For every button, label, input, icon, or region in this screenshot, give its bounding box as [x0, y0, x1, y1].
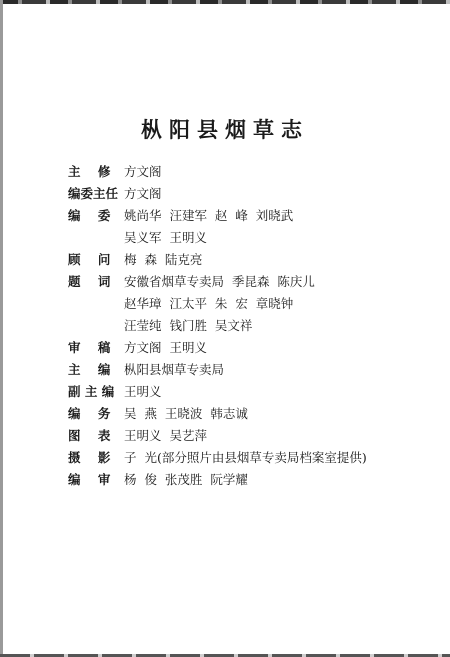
credit-name-line: 汪莹纯 钱门胜 吴文祥	[124, 318, 253, 333]
credit-names	[124, 427, 428, 445]
credit-role: 副 主 编	[68, 384, 115, 399]
credit-role: 编 务	[68, 406, 111, 421]
credit-role: 编委主任	[68, 186, 119, 201]
credit-role: 图 表	[68, 428, 111, 443]
credit-name-line: 姚尚华 汪建军 赵 峰 刘晓武	[124, 208, 294, 223]
credit-name-line: 枞阳县烟草专卖局	[124, 362, 225, 377]
credit-names	[124, 383, 428, 401]
credit-row	[68, 383, 428, 401]
credit-role: 主 编	[68, 362, 111, 377]
credit-row	[68, 251, 428, 269]
credit-names	[124, 251, 428, 269]
credit-row	[68, 449, 428, 467]
credit-name-line: 杨 俊 张茂胜 阮学耀	[124, 472, 248, 487]
scan-top-edge	[0, 0, 450, 4]
credit-name-line: 方文阁	[124, 164, 162, 179]
credit-role: 编 审	[68, 472, 111, 487]
credit-name-line: 吴义军 王明义	[124, 230, 207, 245]
credit-names	[124, 185, 428, 203]
credit-names	[124, 449, 428, 467]
credit-name-line: 方文阁	[124, 186, 162, 201]
credit-row	[68, 405, 428, 423]
credit-role: 顾 问	[68, 252, 111, 267]
credit-name-line: 方文阁 王明义	[124, 340, 207, 355]
credit-row	[68, 339, 428, 357]
credit-role: 题 词	[68, 274, 111, 289]
credit-names	[124, 405, 428, 423]
scan-left-edge	[0, 0, 3, 657]
credit-row	[68, 471, 428, 489]
credit-names	[124, 339, 428, 357]
credit-name-line: 梅 森 陆克亮	[124, 252, 203, 267]
page-title: 枞阳县烟草志	[141, 118, 309, 143]
credit-name-line: 子 光(部分照片由县烟草专卖局档案室提供)	[124, 450, 367, 465]
credit-names	[124, 361, 428, 379]
credit-name-line: 王明义 吴艺萍	[124, 428, 207, 443]
credit-role: 编 委	[68, 208, 111, 223]
credit-name-line: 吴 燕 王晓波 韩志诚	[124, 406, 248, 421]
credit-row	[68, 185, 428, 203]
credits-list	[68, 163, 428, 493]
credit-names	[124, 207, 428, 247]
credit-row	[68, 427, 428, 445]
credit-row	[68, 273, 428, 335]
credit-row	[68, 163, 428, 181]
credit-role: 主 修	[68, 164, 111, 179]
credit-names	[124, 471, 428, 489]
credit-name-line: 安徽省烟草专卖局 季昆森 陈庆儿	[124, 274, 315, 289]
credit-role: 摄 影	[68, 450, 111, 465]
credit-name-line: 王明义	[124, 384, 162, 399]
credit-role: 审 稿	[68, 340, 111, 355]
credit-row	[68, 361, 428, 379]
credit-names	[124, 163, 428, 181]
credit-name-line: 赵华璋 江太平 朱 宏 章晓钟	[124, 296, 294, 311]
credit-names	[124, 273, 428, 335]
credit-row	[68, 207, 428, 247]
